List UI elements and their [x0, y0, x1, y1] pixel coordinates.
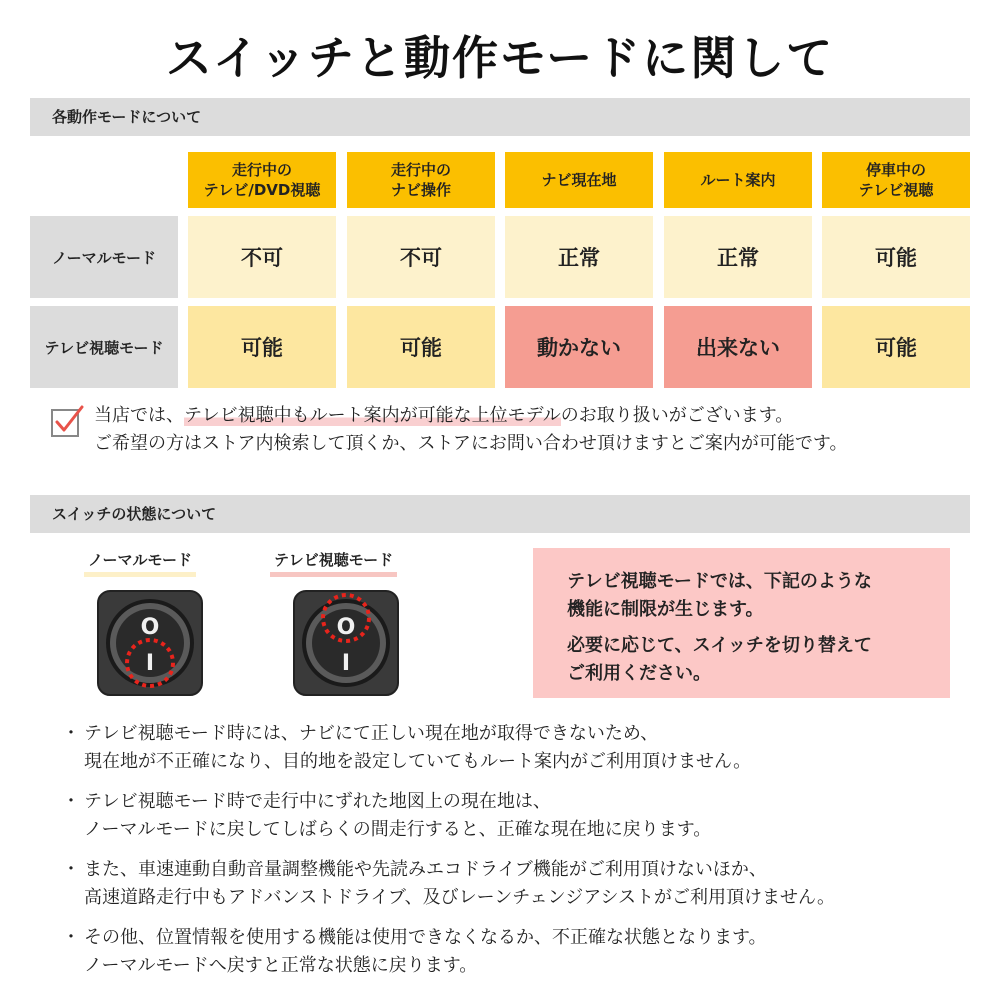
- store-note: [94, 402, 847, 458]
- info-line: テレビ視聴モードでは、下記のような: [567, 571, 872, 592]
- note-line-1: [94, 402, 847, 430]
- info-line: ご利用ください。: [567, 663, 711, 684]
- section-header-modes: 各動作モードについて: [30, 98, 970, 136]
- table-cell: 不可: [347, 216, 495, 298]
- table-cell: 可能: [347, 306, 495, 388]
- list-item: [62, 788, 962, 844]
- bullet-text: テレビ視聴モード時で走行中にずれた地図上の現在地は、: [84, 791, 551, 812]
- table-cell: 正常: [505, 216, 653, 298]
- col-header-route-guidance: ルート案内: [664, 152, 812, 208]
- col-header-tv-dvd-driving: 走行中の テレビ/DVD視聴: [188, 152, 336, 208]
- bullet-text: また、車速連動自動音量調整機能や先読みエコドライブ機能がご利用頂けないほか、: [84, 859, 767, 880]
- bullet-text: テレビ視聴モード時には、ナビにて正しい現在地が取得できないため、: [84, 723, 659, 744]
- table-cell: 出来ない: [664, 306, 812, 388]
- note-highlight: テレビ視聴中もルート案内が可能な上位モデル: [184, 405, 561, 426]
- col-header-nav-driving: 走行中の ナビ操作: [347, 152, 495, 208]
- info-line: 機能に制限が生じます。: [567, 599, 764, 620]
- rocker-switch-normal-icon: [97, 590, 203, 696]
- bullet-text: 高速道路走行中もアドバンストドライブ、及びレーンチェンジアシストがご利用頂けません。: [84, 887, 836, 908]
- rocker-switch-tv-icon: [293, 590, 399, 696]
- bullet-text: ノーマルモードへ戻すと正常な状態に戻ります。: [84, 955, 478, 976]
- table-cell: 不可: [188, 216, 336, 298]
- switch-off-symbol: O: [140, 615, 160, 640]
- switch-off-symbol: O: [336, 615, 356, 640]
- section-header-switch: スイッチの状態について: [30, 495, 970, 533]
- bullet-text: その他、位置情報を使用する機能は使用できなくなるか、不正確な状態となります。: [84, 927, 767, 948]
- switch-on-symbol: I: [145, 651, 155, 676]
- table-cell: 可能: [188, 306, 336, 388]
- page-title: スイッチと動作モードに関して: [165, 31, 835, 85]
- normal-mode-label: ノーマルモード: [84, 549, 196, 577]
- list-item: [62, 720, 962, 776]
- col-header-tv-parked: 停車中の テレビ視聴: [822, 152, 970, 208]
- note-text: 当店では、: [94, 405, 184, 426]
- table-cell: 正常: [664, 216, 812, 298]
- row-header-normal-mode: ノーマルモード: [30, 216, 178, 298]
- col-header-current-location: ナビ現在地: [505, 152, 653, 208]
- info-line: 必要に応じて、スイッチを切り替えて: [567, 635, 872, 656]
- restriction-info-box: [533, 548, 950, 698]
- list-item: [62, 856, 962, 912]
- table-cell: 可能: [822, 216, 970, 298]
- tv-mode-label: テレビ視聴モード: [270, 549, 397, 577]
- bullet-text: ノーマルモードに戻してしばらくの間走行すると、正確な現在地に戻ります。: [84, 819, 712, 840]
- bullet-list: [62, 720, 962, 992]
- switch-on-symbol: I: [341, 651, 351, 676]
- row-header-tv-mode: テレビ視聴モード: [30, 306, 178, 388]
- checkbox-checked-icon: [50, 404, 84, 438]
- note-line-2: ご希望の方はストア内検索して頂くか、ストアにお問い合わせ頂けますとご案内が可能です。: [94, 433, 848, 454]
- table-cell: 動かない: [505, 306, 653, 388]
- note-text: のお取り扱いがございます。: [560, 405, 794, 426]
- list-item: [62, 924, 962, 980]
- table-cell: 可能: [822, 306, 970, 388]
- bullet-text: 現在地が不正確になり、目的地を設定していてもルート案内がご利用頂けません。: [84, 751, 752, 772]
